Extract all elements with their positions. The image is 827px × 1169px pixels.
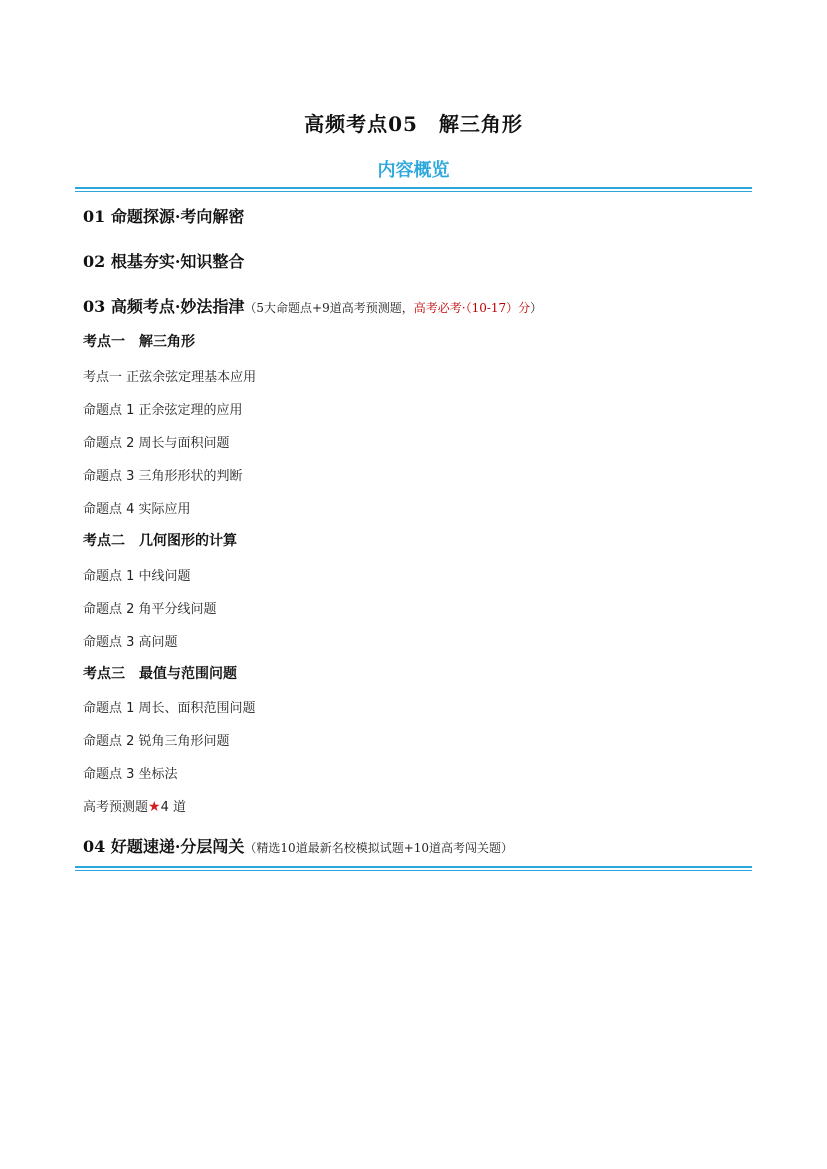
top-divider <box>75 187 752 192</box>
note-text: （5大命题点+9道高考预测题， <box>244 301 414 315</box>
toc-section-04-title: 04 好题速递·分层闯关 <box>83 837 245 856</box>
list-item: 命题点 4 实际应用 <box>83 502 191 517</box>
prediction-label: 高考预测题 <box>83 800 149 815</box>
list-item: 考点一 正弦余弦定理基本应用 <box>83 370 257 385</box>
kaodian-1-heading: 考点一 解三角形 <box>83 334 195 350</box>
star-icon: ★ <box>148 799 161 815</box>
list-item: 命题点 1 中线问题 <box>83 569 191 584</box>
list-item: 命题点 3 高问题 <box>83 635 178 650</box>
list-item: 命题点 2 角平分线问题 <box>83 602 217 617</box>
toc-section-03-note <box>244 301 542 315</box>
prediction-questions <box>83 796 186 815</box>
bottom-divider <box>75 866 752 871</box>
note-highlight: 高考必考·（10-17）分 <box>413 301 531 315</box>
toc-section-04 <box>83 834 513 857</box>
kaodian-3-heading: 考点三 最值与范围问题 <box>83 666 237 682</box>
kaodian-2-heading: 考点二 几何图形的计算 <box>83 533 237 549</box>
list-item: 命题点 2 周长与面积问题 <box>83 436 230 451</box>
document-title: 高频考点05 解三角形 <box>304 112 523 136</box>
list-item: 命题点 2 锐角三角形问题 <box>83 734 230 749</box>
list-item: 命题点 3 坐标法 <box>83 767 178 782</box>
contents-overview-heading: 内容概览 <box>377 160 450 181</box>
toc-section-04-note: （精选10道最新名校模拟试题+10道高考闯关题） <box>244 841 514 855</box>
list-item: 命题点 3 三角形形状的判断 <box>83 469 243 484</box>
toc-section-03 <box>83 294 542 317</box>
note-text-end: ） <box>530 301 543 315</box>
list-item: 命题点 1 周长、面积范围问题 <box>83 701 256 716</box>
list-item: 命题点 1 正余弦定理的应用 <box>83 403 243 418</box>
toc-section-01: 01 命题探源·考向解密 <box>83 207 245 226</box>
prediction-count: 4 道 <box>160 800 186 815</box>
toc-section-03-title: 03 高频考点·妙法指津 <box>83 297 245 316</box>
toc-section-02: 02 根基夯实·知识整合 <box>83 252 245 271</box>
